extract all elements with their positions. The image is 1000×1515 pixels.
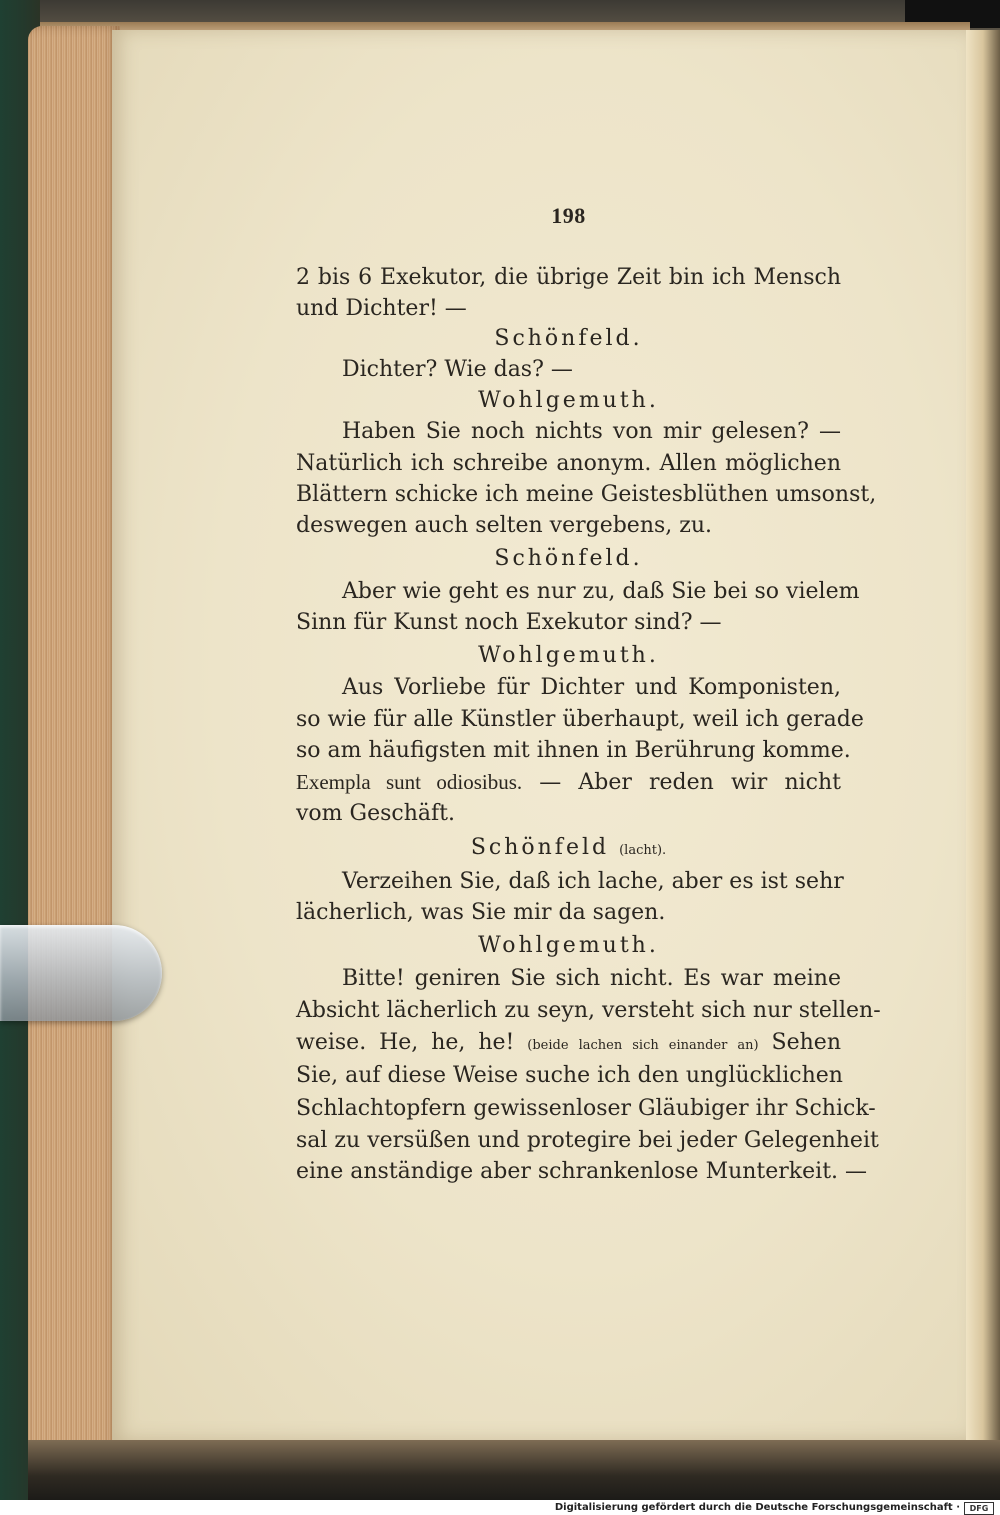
text-line: Sie, auf diese Weise suche ich den unglücklichen (296, 1063, 843, 1088)
stage-direction: (beide lachen sich einander an) (527, 1038, 759, 1053)
text-line: sal zu versüßen und protegire bei jeder Gelegenheit (296, 1128, 879, 1153)
stage-direction: (lacht). (619, 843, 667, 858)
bookmark-clip (0, 925, 162, 1021)
text-fragment: — Aber reden wir nicht (539, 770, 841, 795)
text-line: Blättern schicke ich meine Geistesblüthen umsonst, (296, 482, 877, 507)
speaker-wohlgemuth: Wohlgemuth. (478, 933, 659, 958)
text-line: so wie für alle Künstler überhaupt, weil ich gerade (296, 707, 864, 732)
text-line: so am häufigsten mit ihnen in Berührung komme. (296, 738, 851, 763)
text-line: Dichter? Wie das? — (342, 357, 573, 382)
text-line: Haben Sie noch nichts von mir gelesen? — (342, 419, 841, 444)
text-fragment: Sehen (771, 1030, 841, 1055)
speaker-name: Schönfeld (470, 835, 610, 860)
text-line: eine anständige aber schrankenlose Munterkeit. — (296, 1159, 868, 1184)
text-line: Verzeihen Sie, daß ich lache, aber es ist sehr (342, 869, 844, 894)
text-line: vom Geschäft. (296, 801, 455, 826)
text-line: Sinn für Kunst noch Exekutor sind? — (296, 610, 722, 635)
book-gutter (966, 30, 1000, 1450)
text-line: lächerlich, was Sie mir da sagen. (296, 900, 666, 925)
book-page-stack (28, 26, 120, 1456)
text-line: deswegen auch selten vergebens, zu. (296, 513, 713, 538)
text-line: Schlachtopfern gewissenloser Gläubiger ihr Schick- (296, 1096, 876, 1121)
text-line: Bitte! geniren Sie sich nicht. Es war meine (342, 966, 841, 991)
speaker-wohlgemuth: Wohlgemuth. (478, 643, 659, 668)
text-fragment: weise. He, he, he! (296, 1030, 515, 1055)
speaker-wohlgemuth: Wohlgemuth. (478, 388, 659, 413)
text-line: 2 bis 6 Exekutor, die übrige Zeit bin ich Mensch (296, 265, 841, 290)
latin-phrase: Exempla sunt odiosibus. (296, 770, 523, 794)
dfg-logo: DFG (964, 1502, 994, 1515)
text-line (296, 1027, 841, 1058)
text-line: Absicht lächerlich zu seyn, versteht sich nur stellen- (296, 998, 881, 1023)
footer-credit: Digitalisierung gefördert durch die Deutsche Forschungsgemeinschaft · (554, 1502, 960, 1513)
speaker-schoenfeld-laughing (296, 832, 841, 863)
book-bottom-shadow (28, 1440, 1000, 1500)
speaker-schoenfeld: Schönfeld. (494, 326, 643, 351)
text-line: Natürlich ich schreibe anonym. Allen möglichen (296, 451, 841, 476)
text-line: und Dichter! — (296, 296, 467, 321)
text-line: Aus Vorliebe für Dichter und Komponisten, (342, 675, 841, 700)
page-number: 198 (551, 203, 586, 228)
text-line (296, 767, 841, 798)
speaker-schoenfeld: Schönfeld. (494, 546, 643, 571)
text-line: Aber wie geht es nur zu, daß Sie bei so vielem (342, 579, 860, 604)
